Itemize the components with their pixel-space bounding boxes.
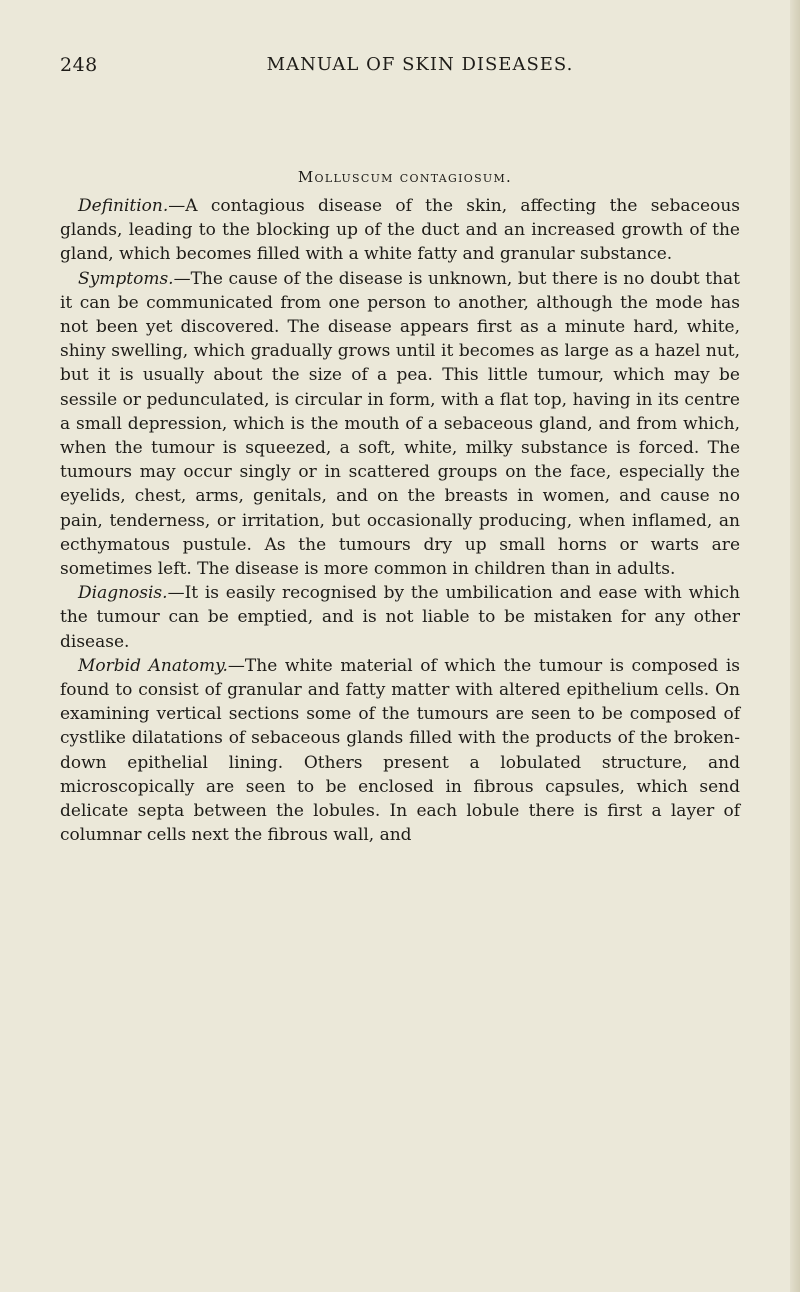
paragraph-heading: Diagnosis. <box>78 583 168 604</box>
paragraph-definition <box>60 194 740 267</box>
paragraph-text: —The cause of the disease is unknown, but there is no doubt that it can be communicated from one person to another, although the mode has not been yet discovered. The disease appears first as a minute hard, white, shiny swelling, which gradually grows until it becomes as large as a hazel nut, but it is usually about the size of a pea. This little tumour, which may be sessile or pedunculated, is circular in form, with a flat top, having in its centre a small depression, which is the mouth of a sebaceous gland, and from which, when the tumour is squeezed, a soft, white, milky substance is forced. The tumours may occur singly or in scattered groups on the face, especially the eyelids, chest, arms, genitals, and on the breasts in women, and cause no pain, tenderness, or irritation, but occasionally producing, when inflamed, an ecthymatous pustule. As the tumours dry up small horns or warts are sometimes left. The disease is more common in children than in adults. <box>60 268 740 580</box>
paragraph-text: —A contagious disease of the skin, affecting the sebaceous glands, leading to the blocking up of the duct and an increased growth of the gland, which becomes filled with a white fatty and granular substance. <box>60 196 740 265</box>
paragraph-heading: Morbid Anatomy. <box>78 655 228 676</box>
paragraph-diagnosis <box>60 581 740 654</box>
running-head <box>60 54 750 80</box>
page-number: 248 <box>60 54 98 76</box>
paragraph-text: —It is easily recognised by the umbilication and ease with which the tumour can be emptied, and is not liable to be mistaken for any other disease. <box>60 583 740 652</box>
paragraph-heading: Definition. <box>78 196 169 216</box>
page-edge <box>790 0 800 1292</box>
paragraph-morbid-anatomy <box>60 654 740 848</box>
paragraph-text: —The white material of which the tumour is composed is found to consist of granular and fatty matter with altered epithelium cells. On examining vertical sections some of the tumours are seen to be composed of cystlike dilatations of sebaceous glands filled with the products of the broken-down epithelial lining. Others present a lobulated structure, and microscopically are seen to be enclosed in fibrous capsules, which send delicate septa between the lobules. In each lobule there is first a layer of columnar cells next the fibrous wall, and <box>60 655 741 846</box>
running-title: MANUAL OF SKIN DISEASES. <box>266 54 574 75</box>
paragraph-symptoms <box>60 267 740 582</box>
section-title: Molluscum contagiosum. <box>297 168 513 186</box>
paragraph-heading: Symptoms. <box>78 268 174 289</box>
body-text <box>60 194 740 847</box>
